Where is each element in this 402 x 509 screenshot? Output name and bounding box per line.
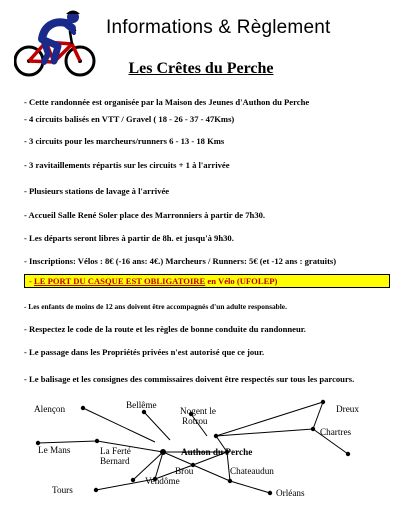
town-dot-chartres [311,427,315,431]
town-label-chateaudun: Chateaudun [230,466,274,476]
rule-supplies: - 3 ravitaillements répartis sur les circuits + 1 à l'arrivée [24,160,230,170]
town-label-orleans: Orléans [276,488,305,498]
town-dot-north [214,434,218,438]
rule-welcome: - Accueil Salle René Soler place des Marronniers à partir de 7h30. [24,210,266,220]
rule-bike-circuits: - 4 circuits balisés en VTT / Gravel ( 18 - 26 - 37 - 47Kms) [24,114,235,124]
rule-signage: - Le balisage et les consignes des commissaires doivent être respectés sur tous les parcours. [24,374,355,384]
helmet-notice [24,274,390,288]
rule-walk-circuits: - 3 circuits pour les marcheurs/runners 6 - 13 - 18 Kms [24,136,225,146]
town-label-lemans: Le Mans [38,445,71,455]
rule-washing: - Plusieurs stations de lavage à l'arrivée [24,186,170,196]
rule-registration: - Inscriptions: Vélos : 8€ (-16 ans: 4€.) Marcheurs / Runners: 5€ (et -12 ans : gratuits) [24,256,337,266]
event-subtitle: Les Crêtes du Perche [128,60,274,77]
town-dot-tours [94,488,98,492]
rule-children: - Les enfants de moins de 12 ans doivent être accompagnés d'un adulte responsable. [24,302,287,311]
helmet-notice-caps: LE PORT DU CASQUE EST OBLIGATOIRE [34,276,206,286]
town-label-laferte: La Ferté [100,446,131,456]
town-label-dreux: Dreux [336,404,359,414]
town-dot-belleme [142,410,146,414]
town-label-brou: Brou [175,466,194,476]
town-label-tours: Tours [52,485,73,495]
town-dot-authon [160,449,166,455]
helmet-notice-prefix: - [29,276,35,286]
town-label-rotrou: Rotrou [182,416,208,426]
town-label-authon: Authon du Perche [181,447,253,457]
town-label-alencon: Alençon [34,404,66,414]
rule-private: - Le passage dans les Propriétés privées n'est autorisé que ce jour. [24,347,265,357]
town-label-vendome: Vendôme [145,476,180,486]
town-label-bernard: Bernard [100,456,130,466]
town-dot-orleans [268,491,272,495]
rule-road-code: - Respectez le code de la route et les règles de bonne conduite du randonneur. [24,324,306,334]
rule-departures: - Les départs seront libres à partir de 8h. et jusqu'à 9h30. [24,233,234,243]
rule-organiser: - Cette randonnée est organisée par la Maison des Jeunes d'Authon du Perche [24,97,310,107]
town-dot-chateaudun [228,479,232,483]
town-dot-laferte [95,439,99,443]
town-dot-dreux [321,400,325,404]
helmet-notice-suffix: en Vélo (UFOLEP) [205,276,278,286]
town-dot-vendome [131,478,135,482]
town-dot-alencon [81,406,85,410]
town-label-nogent: Nogent le [180,406,216,416]
town-label-belleme: Bellême [126,400,157,410]
town-label-chartres: Chartres [320,427,352,437]
page-title: Informations & Règlement [106,17,331,38]
town-dot-east [346,452,350,456]
route-map [0,392,402,509]
